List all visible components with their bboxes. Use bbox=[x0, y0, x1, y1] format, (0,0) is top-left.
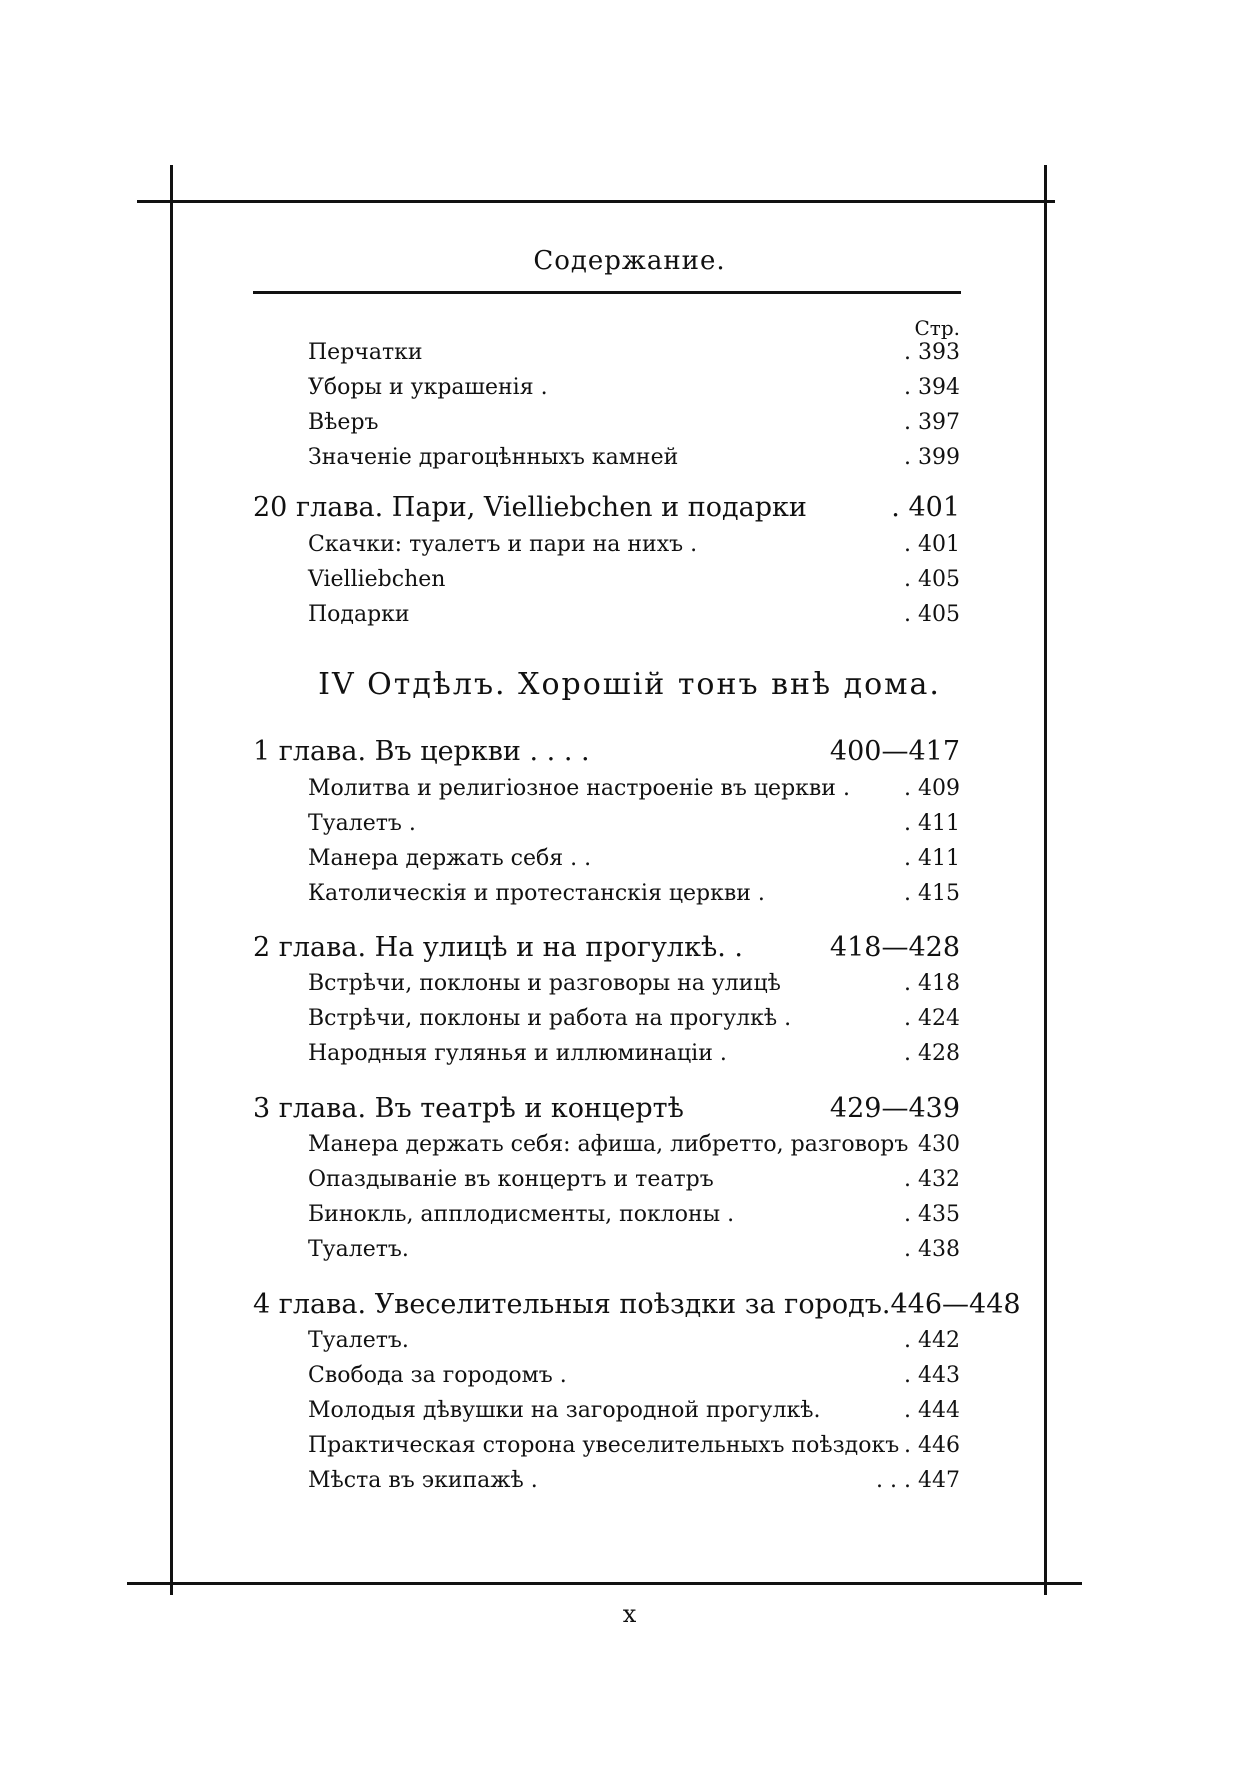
entry-label: Манера держать себя . . bbox=[308, 846, 592, 871]
chapter-label: 1 глава. Въ церкви . . . . bbox=[253, 736, 590, 767]
entry-page: . 411 bbox=[904, 846, 960, 871]
entry-label: Встрѣчи, поклоны и работа на прогулкѣ . bbox=[308, 1006, 792, 1031]
chapter-page: . 401 bbox=[891, 492, 960, 523]
entry-page: . 399 bbox=[904, 445, 960, 470]
chapter-page: 446—448 bbox=[890, 1289, 1021, 1320]
entry-page: . . . 447 bbox=[876, 1468, 960, 1493]
toc-entry bbox=[0, 846, 1259, 880]
toc-entry bbox=[0, 445, 1259, 479]
entry-label: Значеніе драгоцѣнныхъ камней bbox=[308, 445, 679, 470]
frame-bottom-rule bbox=[127, 1582, 1082, 1585]
entry-page: . 397 bbox=[904, 410, 960, 435]
entry-label: Практическая сторона увеселительныхъ поѣздокъ bbox=[308, 1433, 900, 1458]
toc-chapter bbox=[0, 1289, 1259, 1323]
toc-entry bbox=[0, 1363, 1259, 1397]
entry-label: Свобода за городомъ . bbox=[308, 1363, 567, 1388]
toc-entry bbox=[0, 340, 1259, 374]
chapter-label: 2 глава. На улицѣ и на прогулкѣ. . bbox=[253, 932, 743, 963]
toc-entry bbox=[0, 971, 1259, 1005]
entry-page: . 405 bbox=[904, 602, 960, 627]
toc-entry bbox=[0, 1433, 1259, 1467]
entry-page: . 435 bbox=[904, 1202, 960, 1227]
entry-page: . 411 bbox=[904, 811, 960, 836]
toc-entry bbox=[0, 1167, 1259, 1201]
entry-page: . 444 bbox=[904, 1398, 960, 1423]
toc-chapter bbox=[0, 492, 1259, 526]
toc-entry bbox=[0, 1006, 1259, 1040]
entry-page: . 409 bbox=[904, 776, 960, 801]
toc-entry bbox=[0, 602, 1259, 636]
entry-page: 430 bbox=[918, 1132, 960, 1157]
toc-entry bbox=[0, 881, 1259, 915]
entry-label: Бинокль, апплодисменты, поклоны . bbox=[308, 1202, 735, 1227]
toc-entry bbox=[0, 567, 1259, 601]
toc-entry bbox=[0, 1237, 1259, 1271]
entry-page: . 432 bbox=[904, 1167, 960, 1192]
entry-label: Подарки bbox=[308, 602, 410, 627]
toc-entry bbox=[0, 1041, 1259, 1075]
chapter-label: 4 глава. Увеселительныя поѣздки за городъ. bbox=[253, 1289, 891, 1320]
entry-page: . 438 bbox=[904, 1237, 960, 1262]
entry-label: Туалетъ . bbox=[308, 811, 416, 836]
page-column-label: Стр. bbox=[914, 316, 960, 340]
entry-label: Туалетъ. bbox=[308, 1237, 409, 1262]
toc-entry bbox=[0, 410, 1259, 444]
toc-entry bbox=[0, 375, 1259, 409]
entry-page: . 418 bbox=[904, 971, 960, 996]
section-heading: IV Отдѣлъ. Хорошій тонъ внѣ дома. bbox=[318, 667, 941, 702]
entry-label: Vielliebchen bbox=[308, 567, 446, 592]
toc-chapter bbox=[0, 736, 1259, 770]
chapter-page: 418—428 bbox=[829, 932, 960, 963]
chapter-page: 429—439 bbox=[829, 1093, 960, 1124]
entry-label: Перчатки bbox=[308, 340, 423, 365]
toc-entry bbox=[0, 1132, 1259, 1166]
toc-entry bbox=[0, 1202, 1259, 1236]
entry-page: . 446 bbox=[904, 1433, 960, 1458]
entry-label: Манера держать себя: афиша, либретто, разговоръ bbox=[308, 1132, 909, 1157]
header-rule bbox=[253, 291, 961, 294]
toc-chapter bbox=[0, 932, 1259, 966]
chapter-page: 400—417 bbox=[829, 736, 960, 767]
entry-label: Скачки: туалетъ и пари на нихъ . bbox=[308, 532, 698, 557]
entry-page: . 393 bbox=[904, 340, 960, 365]
entry-label: Народныя гулянья и иллюминаціи . bbox=[308, 1041, 727, 1066]
entry-label: Туалетъ. bbox=[308, 1328, 409, 1353]
toc-entry bbox=[0, 1468, 1259, 1502]
chapter-label: 20 глава. Пари, Vielliebchen и подарки bbox=[253, 492, 807, 523]
toc-entry bbox=[0, 776, 1259, 810]
entry-page: . 405 bbox=[904, 567, 960, 592]
frame-top-rule bbox=[137, 200, 1055, 203]
toc-entry bbox=[0, 1398, 1259, 1432]
toc-entry bbox=[0, 1328, 1259, 1362]
entry-label: Католическія и протестанскія церкви . bbox=[308, 881, 765, 906]
entry-label: Молитва и религіозное настроеніе въ церкви . bbox=[308, 776, 850, 801]
entry-page: . 401 bbox=[904, 532, 960, 557]
entry-label: Мѣста въ экипажѣ . bbox=[308, 1468, 538, 1493]
entry-page: . 442 bbox=[904, 1328, 960, 1353]
entry-label: Вѣеръ bbox=[308, 410, 379, 435]
toc-chapter bbox=[0, 1093, 1259, 1127]
toc-entry bbox=[0, 811, 1259, 845]
page-title: Содержание. bbox=[533, 246, 726, 276]
entry-label: Уборы и украшенія . bbox=[308, 375, 548, 400]
entry-page: . 415 bbox=[904, 881, 960, 906]
entry-label: Молодыя дѣвушки на загородной прогулкѣ. bbox=[308, 1398, 821, 1423]
entry-page: . 424 bbox=[904, 1006, 960, 1031]
page-folio: x bbox=[622, 1600, 637, 1628]
entry-label: Опаздываніе въ концертъ и театръ bbox=[308, 1167, 714, 1192]
entry-page: . 428 bbox=[904, 1041, 960, 1066]
entry-label: Встрѣчи, поклоны и разговоры на улицѣ bbox=[308, 971, 781, 996]
toc-entry bbox=[0, 532, 1259, 566]
chapter-label: 3 глава. Въ театрѣ и концертѣ bbox=[253, 1093, 684, 1124]
entry-page: . 394 bbox=[904, 375, 960, 400]
entry-page: . 443 bbox=[904, 1363, 960, 1388]
